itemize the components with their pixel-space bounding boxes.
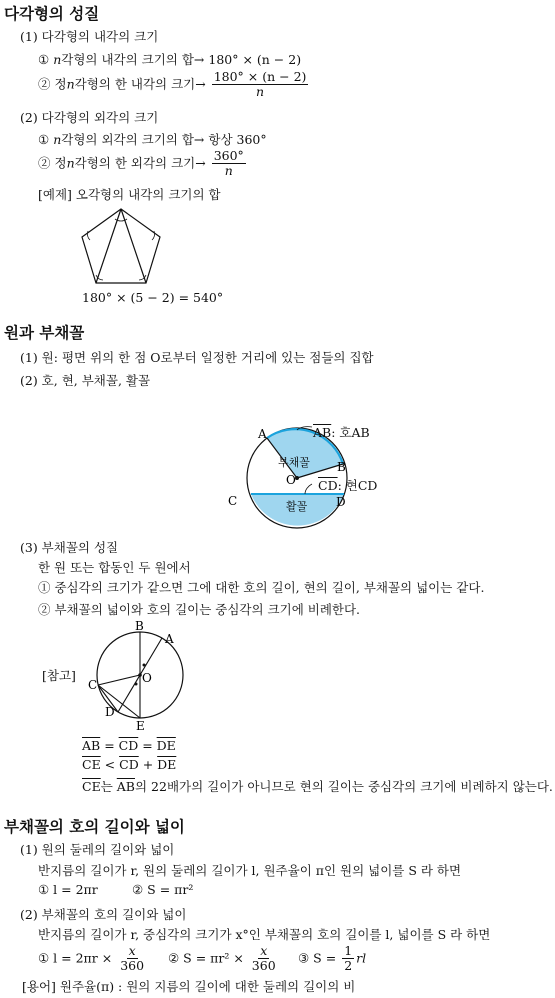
label-O: O — [286, 473, 296, 487]
sector-props-intro: 한 원 또는 합동인 두 원에서 — [38, 560, 191, 575]
label-A: A — [165, 632, 174, 646]
sector-prop-2: ② 부채꼴의 넓이와 호의 길이는 중심각의 크기에 비례한다. — [38, 602, 361, 617]
formula-sector-area: ② S = πr² × $\frac{x}{360}$ — [168, 943, 276, 974]
label-C: C — [228, 494, 238, 508]
section-title-arc: 부채꼴의 호의 길이와 넓이 — [4, 818, 185, 836]
sector-label: 부채꼴 — [278, 456, 310, 469]
item-circle-def: (1) 원: 평면 위의 한 점 O로부터 일정한 거리에 있는 점들의 집합 — [20, 350, 374, 365]
arc-area-text: 반지름의 길이가 r, 중심각의 크기가 x°인 부채꼴의 호의 길이를 l, 넓이를 S 라 하면 — [38, 927, 491, 942]
label-B: B — [337, 460, 346, 474]
arc-notation: $\overline{AB}$: 호AB — [313, 425, 370, 440]
label-D: D — [105, 705, 115, 719]
note-label: [참고] — [42, 668, 76, 683]
equation-3: $\overline{CE}$는 $\overline{AB}$의 22배가의 길이가 아니므로 현의 길이는 중심각의 크기에 비례하지 않는다. — [82, 779, 553, 794]
formula-l: ① l = 2πr — [38, 882, 98, 897]
example-formula: 180° × (5 − 2) = 540° — [82, 290, 224, 305]
label-E: E — [136, 719, 145, 733]
item-1a: ① n각형의 내각의 크기의 합→ 180° × (n − 2) — [38, 52, 302, 67]
equation-1: $\overline{AB} = \overline{CD} = \overline{DE}$ — [82, 738, 176, 753]
item-circle-parts: (2) 호, 현, 부채꼴, 활꼴 — [20, 373, 151, 388]
segment-label: 활꼴 — [286, 500, 308, 513]
chord-notation: $\overline{CD}$: 현CD — [318, 478, 378, 493]
section-title-polygon: 다각형의 성질 — [4, 5, 100, 23]
item-arc-area: (2) 부채꼴의 호의 길이와 넓이 — [20, 907, 187, 922]
term-definition: [용어] 원주율(π) : 원의 지름의 길이에 대한 둘레의 길이의 비 — [22, 979, 356, 994]
item-1: (1) 다각형의 내각의 크기 — [20, 29, 159, 44]
item-2: (2) 다각형의 외각의 크기 — [20, 110, 159, 125]
label-A: A — [258, 427, 267, 441]
label-D: D — [336, 495, 346, 509]
item-1b: ② 정n각형의 한 내각의 크기→ $\frac{180^\circ \times (n - 2)}{n}$ — [38, 69, 307, 100]
sector-prop-1: ① 중심각의 크기가 같으면 그에 대한 호의 길이, 현의 길이, 부채꼴의 넓이는 같다. — [38, 580, 485, 595]
item-circumference: (1) 원의 둘레의 길이와 넓이 — [20, 842, 175, 857]
example-label: [예제] 오각형의 내각의 크기의 합 — [38, 187, 221, 202]
label-O: O — [142, 671, 152, 685]
equation-2: $\overline{CE} < \overline{CD} + \overline{DE}$ — [82, 757, 177, 772]
label-B: B — [135, 619, 144, 633]
fraction: $\frac{360^\circ}{n}$ — [213, 148, 244, 179]
item-2a: ① n각형의 외각의 크기의 합→ 항상 360° — [38, 132, 267, 147]
item-2b: ② 정n각형의 한 외각의 크기→ $\frac{360^\circ}{n}$ — [38, 148, 244, 179]
formula-S: ② S = πr² — [132, 882, 194, 897]
label-C: C — [88, 678, 98, 692]
formula-sector-area-rl: ③ S = $\frac{1}{2}$ rl — [298, 943, 367, 974]
formula-arc-length: ① l = 2πr × $\frac{x}{360}$ — [38, 943, 145, 974]
circumference-text: 반지름의 길이가 r, 원의 둘레의 길이가 l, 원주율이 π인 원의 넓이를 S 라 하면 — [38, 863, 462, 878]
fraction: $\frac{180^\circ \times (n - 2)}{n}$ — [213, 69, 307, 100]
item-sector-props: (3) 부채꼴의 성질 — [20, 540, 119, 555]
section-title-circle: 원과 부채꼴 — [4, 324, 85, 342]
